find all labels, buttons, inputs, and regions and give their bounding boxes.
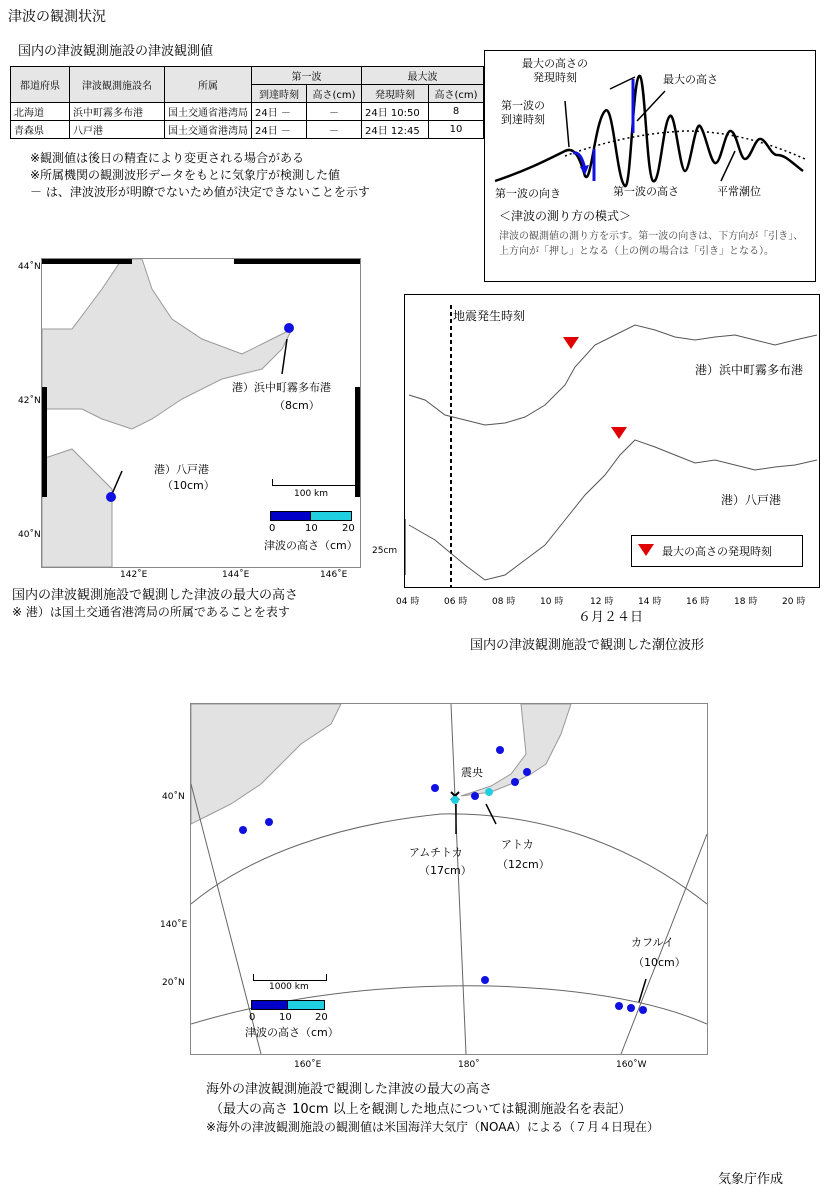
- header-max-wave: 最大波: [362, 67, 484, 85]
- cell-height1: －: [307, 121, 362, 139]
- cell-station: 八戸港: [70, 121, 165, 139]
- lat-label: 44˚N: [18, 262, 41, 272]
- station-dot: [239, 826, 247, 834]
- kahului-value: （10cm）: [633, 956, 686, 969]
- station-dot: [639, 1006, 647, 1014]
- series1-label: 港）浜中町霧多布港: [695, 363, 804, 377]
- legend-marker-icon: [638, 544, 654, 556]
- scale-label: 100 km: [294, 489, 329, 499]
- legend-bar-low: [251, 1000, 289, 1010]
- station-dot-hachinohe: [106, 492, 116, 502]
- cell-height2: 8: [429, 103, 484, 121]
- series2-label: 港）八戸港: [721, 493, 782, 507]
- legend-tick: 10: [279, 1012, 292, 1023]
- note-line: － は、津波波形が明瞭でないため値が決定できないことを示す: [30, 185, 370, 199]
- cell-arrival: 24日 －: [252, 121, 307, 139]
- lat-label: 40˚N: [18, 530, 41, 540]
- legend-text: 最大の高さの発現時刻: [662, 545, 772, 558]
- x-tick: 06 時: [444, 597, 468, 607]
- max-marker-icon: [563, 337, 579, 349]
- label-first-direction: 第一波の向き: [495, 187, 561, 200]
- lat-label: 40˚N: [162, 792, 185, 802]
- legend-bar-high: [287, 1000, 325, 1010]
- header-pref: 都道府県: [11, 67, 70, 103]
- station-dot: [523, 768, 531, 776]
- note-line: ※観測値は後日の精査により変更される場合がある: [30, 151, 305, 165]
- station-dot: [471, 792, 479, 800]
- table-title: 国内の津波観測施設の津波観測値: [18, 44, 214, 59]
- schema-box: [484, 50, 816, 282]
- max-marker-icon: [611, 427, 627, 439]
- label-max-height: 最大の高さ: [663, 73, 718, 86]
- station-dot: [511, 778, 519, 786]
- header-arrival: 到達時刻: [252, 85, 307, 103]
- scale-label: 1000 km: [269, 982, 309, 992]
- lon-label: 140˚E: [160, 920, 188, 930]
- cell-pref: 青森県: [11, 121, 70, 139]
- value-kiritappu: （8cm）: [274, 399, 320, 412]
- legend-title: 津波の高さ（cm）: [245, 1026, 339, 1039]
- epicenter-label: 震央: [461, 766, 483, 779]
- cell-owner: 国土交通省港湾局: [165, 121, 252, 139]
- pacific-caption: 海外の津波観測施設で観測した津波の最大の高さ: [206, 1082, 493, 1097]
- header-first-wave: 第一波: [252, 67, 362, 85]
- schema-caption: ＜津波の測り方の模式＞: [499, 209, 632, 223]
- station-dot: [431, 784, 439, 792]
- chart-legend: [631, 535, 803, 567]
- quake-label: 地震発生時刻: [453, 309, 526, 323]
- schema-description: 津波の観測値の測り方を示す。第一波の向きは、下方向が「引き」、上方向が「押し」となる（上の例の場合は「引き」となる）。: [499, 231, 804, 257]
- x-tick: 08 時: [492, 597, 516, 607]
- x-tick: 18 時: [734, 597, 758, 607]
- japan-map-note: ※ 港）は国土交通省港湾局の所属であることを表す: [12, 605, 290, 619]
- header-time: 発現時刻: [362, 85, 429, 103]
- x-tick: 20 時: [782, 597, 806, 607]
- notes: [30, 150, 370, 201]
- cell-owner: 国土交通省港湾局: [165, 103, 252, 121]
- amchitka-label: アムチトカ: [409, 846, 463, 859]
- scale-bar: [253, 974, 327, 981]
- legend-tick: 10: [305, 523, 318, 534]
- legend-tick: 0: [249, 1012, 256, 1023]
- cell-arrival: 24日 －: [252, 103, 307, 121]
- lon-label: 160˚W: [616, 1060, 647, 1070]
- table-row: [11, 121, 484, 139]
- pacific-caption-note: ※海外の津波観測施設の観測値は米国海洋大気庁（NOAA）による（７月４日現在）: [206, 1120, 660, 1134]
- scale-label: 25cm: [372, 546, 398, 556]
- legend-tick: 0: [269, 523, 276, 534]
- legend-tick: 20: [315, 1012, 328, 1023]
- footer-credit: 気象庁作成: [718, 1172, 784, 1187]
- scale-bar: [272, 479, 358, 486]
- lat-label: 42˚N: [18, 396, 41, 406]
- header-owner: 所属: [165, 67, 252, 103]
- x-tick: 14 時: [638, 597, 662, 607]
- label-kiritappu: 港）浜中町霧多布港: [232, 381, 331, 394]
- pacific-map: [190, 703, 708, 1055]
- note-line: ※所属機関の観測波形データをもとに気象庁が検測した値: [30, 168, 341, 182]
- lon-label: 146˚E: [320, 570, 348, 580]
- lon-label: 180˚: [458, 1060, 480, 1070]
- lon-label: 142˚E: [120, 570, 148, 580]
- x-tick: 10 時: [540, 597, 564, 607]
- label-hachinohe: 港）八戸港: [154, 463, 209, 476]
- station-dot: [265, 818, 273, 826]
- observation-table: [10, 66, 484, 139]
- tide-chart-caption: 国内の津波観測施設で観測した潮位波形: [470, 638, 705, 653]
- station-dot: [496, 746, 504, 754]
- header-station: 津波観測施設名: [70, 67, 165, 103]
- amchitka-value: （17cm）: [419, 864, 472, 877]
- table-row: [11, 103, 484, 121]
- station-dot-amchitka: [451, 796, 459, 804]
- cell-height2: 10: [429, 121, 484, 139]
- station-dot-kahului: [627, 1004, 635, 1012]
- pacific-caption-sub: （最大の高さ 10cm 以上を観測した地点については観測施設名を表記）: [210, 1102, 632, 1117]
- label-first-arrival: 第一波の 到達時刻: [501, 99, 545, 126]
- chart-date: ６月２４日: [578, 610, 644, 625]
- tide-chart: [404, 294, 820, 588]
- station-dot-kiritappu: [284, 323, 294, 333]
- station-dot-atka: [485, 788, 493, 796]
- japan-map: [41, 258, 361, 568]
- cell-time: 24日 12:45: [362, 121, 429, 139]
- kahului-label: カフルイ: [631, 936, 675, 949]
- cell-pref: 北海道: [11, 103, 70, 121]
- header-height2: 高さ(cm): [429, 85, 484, 103]
- header-height1: 高さ(cm): [307, 85, 362, 103]
- lon-label: 144˚E: [222, 570, 250, 580]
- lon-label: 160˚E: [294, 1060, 322, 1070]
- label-first-height: 第一波の高さ: [613, 185, 679, 198]
- value-hachinohe: （10cm）: [162, 479, 215, 492]
- lat-label: 20˚N: [162, 978, 185, 988]
- label-normal-level: 平常潮位: [717, 185, 761, 198]
- x-tick: 16 時: [686, 597, 710, 607]
- x-tick: 04 時: [396, 597, 420, 607]
- x-tick: 12 時: [590, 597, 614, 607]
- cell-height1: －: [307, 103, 362, 121]
- legend-bar-high: [310, 511, 352, 521]
- japan-map-caption: 国内の津波観測施設で観測した津波の最大の高さ: [12, 588, 299, 603]
- legend-title: 津波の高さ（cm）: [264, 539, 358, 552]
- legend-tick: 20: [342, 523, 355, 534]
- label-max-time: 最大の高さの 発現時刻: [522, 57, 588, 84]
- legend-bar-low: [270, 511, 312, 521]
- page-title: 津波の観測状況: [8, 9, 106, 25]
- station-dot: [615, 1002, 623, 1010]
- station-dot: [481, 976, 489, 984]
- cell-time: 24日 10:50: [362, 103, 429, 121]
- atka-label: アトカ: [501, 838, 534, 851]
- atka-value: （12cm）: [497, 858, 550, 871]
- cell-station: 浜中町霧多布港: [70, 103, 165, 121]
